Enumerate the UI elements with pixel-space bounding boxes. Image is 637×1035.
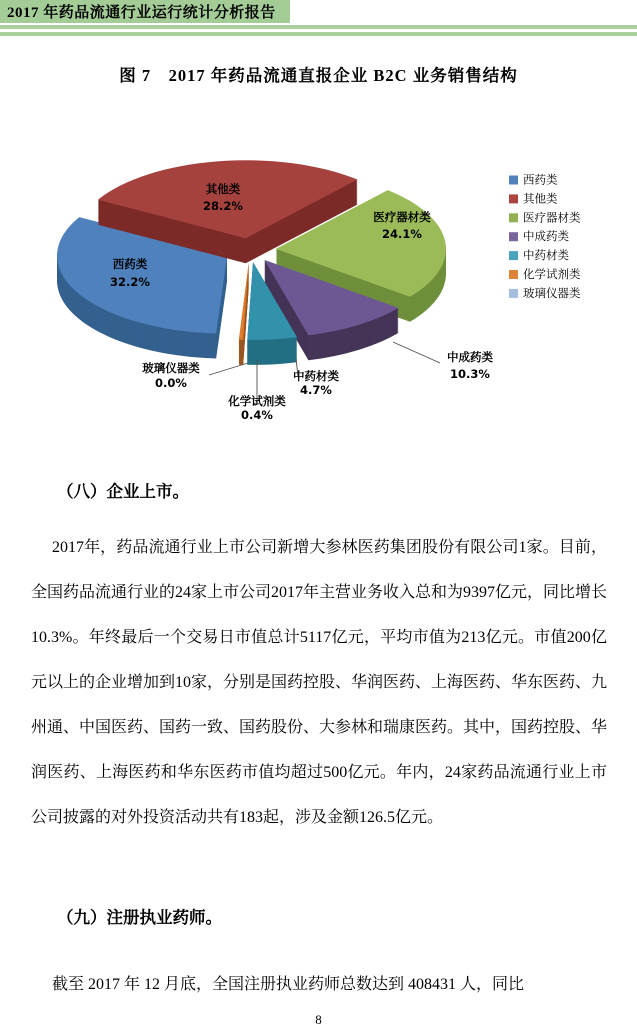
legend-item-中成药类	[509, 229, 569, 243]
legend-label: 玻璃仪器类	[523, 285, 581, 300]
header-rule-top	[0, 25, 637, 29]
legend-item-玻璃仪器类	[509, 286, 581, 300]
page-header-banner	[0, 0, 290, 23]
svg-text:其他类: 其他类	[205, 182, 241, 196]
section-8-paragraph: 2017年，药品流通行业上市公司新增大参林医药集团股份有限公司1家。目前，全国药品流通行业的24家上市公司2017年主营业务收入总和为9397亿元，同比增长10.3%。年终最后一个交易日市值总计5117亿元，平均市值为213亿元。市值200亿元以上的企业增加到10家，分别是国药控股、华润医药、上海医药、华东医药、九州通、中国医药、国药一致、国药股份、大参林和瑞康医药。其中，国药控股、华润医药、上海医药和华东医药市值均超过500亿元。年内，24家药品流通行业上市公司披露的对外投资活动共有183起，涉及金额126.5亿元。	[31, 539, 608, 826]
svg-text:28.2%: 28.2%	[203, 199, 243, 213]
leader-line-玻璃仪器类	[209, 363, 248, 375]
svg-text:化学试剂类: 化学试剂类	[228, 394, 286, 408]
slice-label-玻璃仪器类	[142, 361, 200, 390]
svg-text:西药类: 西药类	[112, 257, 148, 271]
legend-label: 西药类	[523, 172, 558, 187]
page-number: 8	[315, 1012, 322, 1027]
figure-caption: 图 7 2017 年药品流通直报企业 B2C 业务销售结构	[119, 66, 518, 85]
section-heading-8: （八）企业上市。	[57, 482, 189, 501]
pie-slice-化学试剂类	[239, 262, 249, 365]
legend-swatch	[509, 176, 518, 185]
slice-label-中成药类	[447, 350, 493, 381]
legend-swatch	[509, 289, 518, 298]
legend-label: 医疗器材类	[523, 210, 581, 225]
header-rule-bottom	[0, 32, 637, 36]
slice-label-化学试剂类	[227, 394, 286, 422]
section-heading-9: （九）注册执业药师。	[57, 908, 222, 927]
svg-text:10.3%: 10.3%	[450, 367, 490, 381]
legend-item-化学试剂类	[509, 267, 581, 281]
legend-swatch	[509, 213, 518, 222]
svg-text:24.1%: 24.1%	[382, 227, 422, 241]
legend-label: 中药材类	[523, 248, 569, 263]
legend-label: 中成药类	[523, 229, 569, 244]
legend-item-其他类	[509, 191, 558, 205]
legend-swatch	[509, 232, 518, 241]
svg-text:中成药类: 中成药类	[447, 350, 493, 364]
svg-text:中药材类: 中药材类	[293, 369, 339, 383]
pie-chart	[0, 120, 637, 455]
svg-text:4.7%: 4.7%	[300, 383, 332, 397]
legend-swatch	[509, 270, 518, 279]
svg-text:医疗器材类: 医疗器材类	[373, 210, 431, 224]
legend-swatch	[509, 194, 518, 203]
leader-line-中成药类	[393, 342, 440, 363]
chart-legend	[509, 173, 581, 300]
svg-text:0.0%: 0.0%	[155, 376, 187, 390]
svg-text:玻璃仪器类: 玻璃仪器类	[142, 361, 200, 375]
section-9-paragraph: 截至 2017 年 12 月底，全国注册执业药师总数达到 408431 人，同比	[52, 976, 525, 993]
legend-label: 化学试剂类	[523, 267, 581, 281]
svg-text:32.2%: 32.2%	[110, 275, 150, 289]
page-header-title: 2017 年药品流通行业运行统计分析报告	[7, 5, 276, 21]
legend-item-医疗器材类	[509, 210, 581, 224]
legend-label: 其他类	[523, 191, 558, 206]
legend-item-中药材类	[509, 248, 569, 262]
slice-label-中药材类	[293, 369, 339, 397]
legend-swatch	[509, 251, 518, 260]
legend-item-西药类	[509, 173, 558, 187]
svg-text:0.4%: 0.4%	[241, 408, 273, 422]
